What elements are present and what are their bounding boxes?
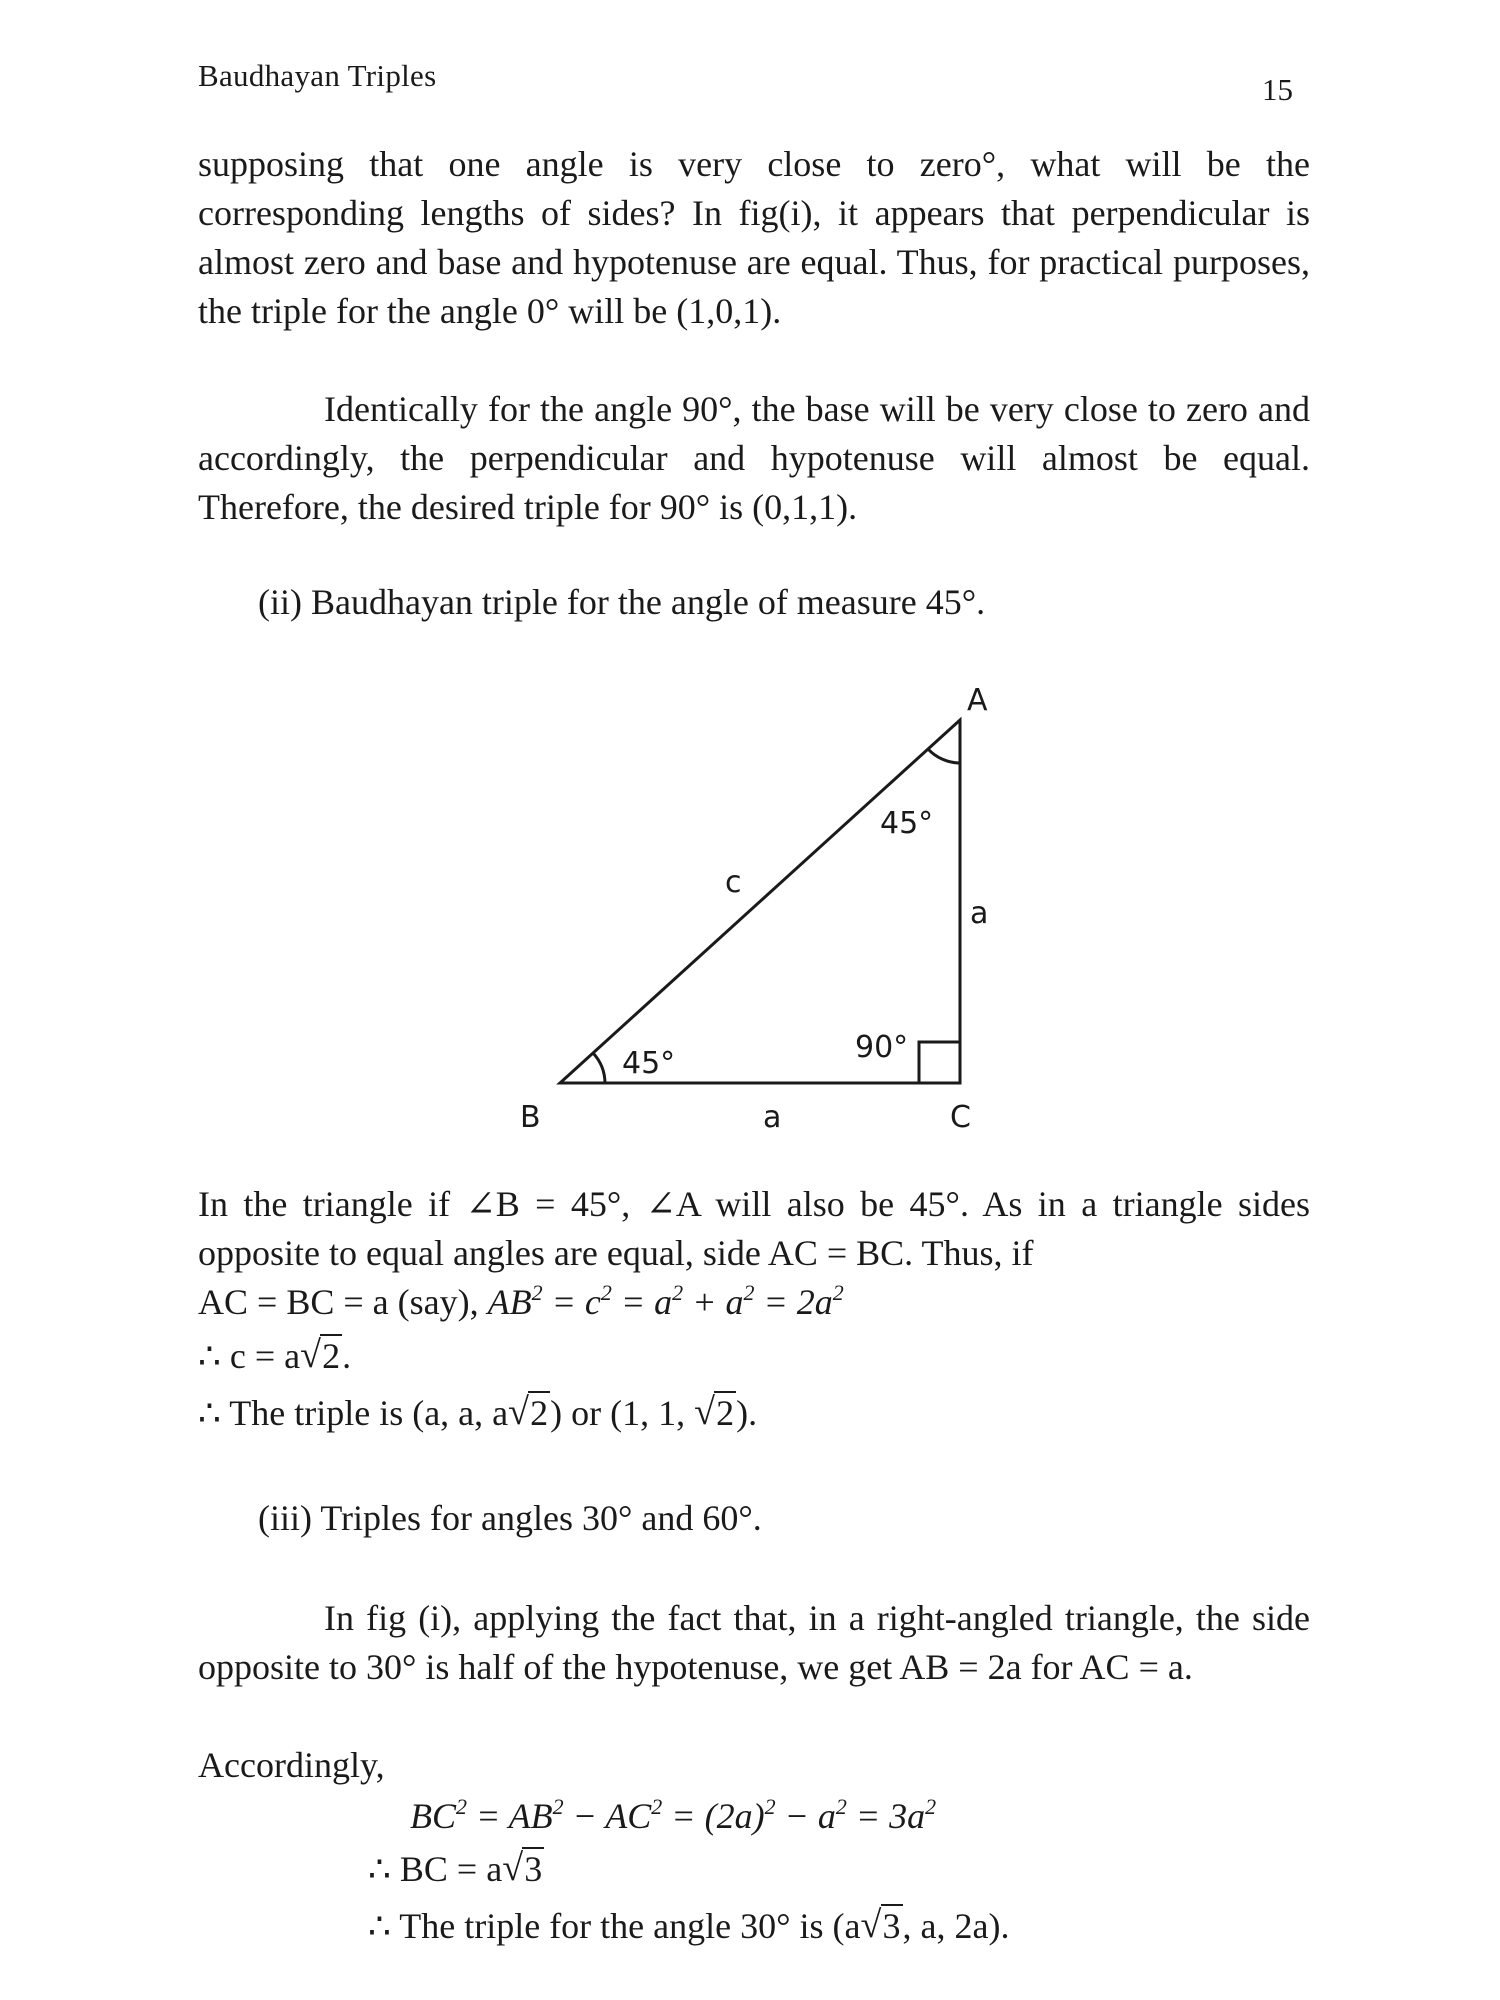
- paragraph-2: Identically for the angle 90°, the base will be very close to zero and accordingly, the perpendicular and hypotenuse will almost be equal. Therefore, the desired triple for 90° is (0,1,1).: [198, 389, 1310, 527]
- triangle-figure: [480, 680, 1000, 1140]
- paragraph-4: In fig (i), applying the fact that, in a right-angled triangle, the side opposite to 30° is half of the hypotenuse, we get AB = 2a for AC = a.: [198, 1598, 1310, 1687]
- equation-bc-squared: $BC^2 = AB^2 - AC^2 = (2a)^2 - a^2 = 3a^2$: [410, 1794, 937, 1836]
- vertex-a-label: A: [967, 683, 988, 718]
- vertex-c-label: C: [950, 1100, 971, 1135]
- sqrt-2-symbol: √ 2: [300, 1332, 342, 1381]
- angle-a-arc: [928, 749, 960, 763]
- side-a-base-label: a: [763, 1100, 782, 1135]
- side-a-vertical-label: a: [970, 896, 989, 931]
- angle-b-arc: [593, 1053, 605, 1083]
- triple-45: ∴ The triple is (a, a, a√ 2) or (1, 1, √ 2).: [198, 1389, 757, 1438]
- triangle-outline: [560, 720, 960, 1083]
- equation-ab-squared: AC = BC = a (say), $AB^2 = c^2 = a^2 + a^2 = 2a^2$: [198, 1280, 844, 1322]
- section-heading-iii: (iii) Triples for angles 30° and 60°.: [258, 1498, 762, 1538]
- angle-c-label: 90°: [855, 1030, 909, 1065]
- angle-b-label: 45°: [622, 1046, 676, 1081]
- vertex-b-label: B: [520, 1100, 541, 1135]
- right-angle-marker: [919, 1042, 960, 1083]
- accordingly: Accordingly,: [198, 1745, 385, 1785]
- page-number: 15: [1262, 72, 1293, 107]
- therefore-c: ∴ c = a√ 2.: [198, 1332, 351, 1381]
- sqrt-2-symbol: √ 2: [694, 1389, 736, 1438]
- triple-30: ∴ The triple for the angle 30° is (a√ 3, a, 2a).: [368, 1902, 1009, 1951]
- sqrt-3-symbol: √ 3: [861, 1902, 903, 1951]
- side-c-label: c: [725, 865, 742, 900]
- sqrt-3-symbol: √ 3: [502, 1845, 544, 1894]
- sqrt-2-symbol: √ 2: [508, 1389, 550, 1438]
- section-heading-ii: (ii) Baudhayan triple for the angle of measure 45°.: [258, 582, 986, 622]
- therefore-bc: ∴ BC = a√ 3: [368, 1845, 544, 1894]
- running-head: Baudhayan Triples: [198, 58, 437, 93]
- angle-a-label: 45°: [880, 806, 934, 841]
- paragraph-1: supposing that one angle is very close to zero°, what will be the corresponding lengths of sides? In fig(i), it appears that perpendicular is almost zero and base and hypotenuse are equal. Thus, for practical purposes, the triple for the angle 0° will be (1,0,1).: [198, 144, 1310, 331]
- paragraph-3: In the triangle if ∠B = 45°, ∠A will also be 45°. As in a triangle sides opposite to equal angles are equal, side AC = BC. Thus, if: [198, 1184, 1310, 1273]
